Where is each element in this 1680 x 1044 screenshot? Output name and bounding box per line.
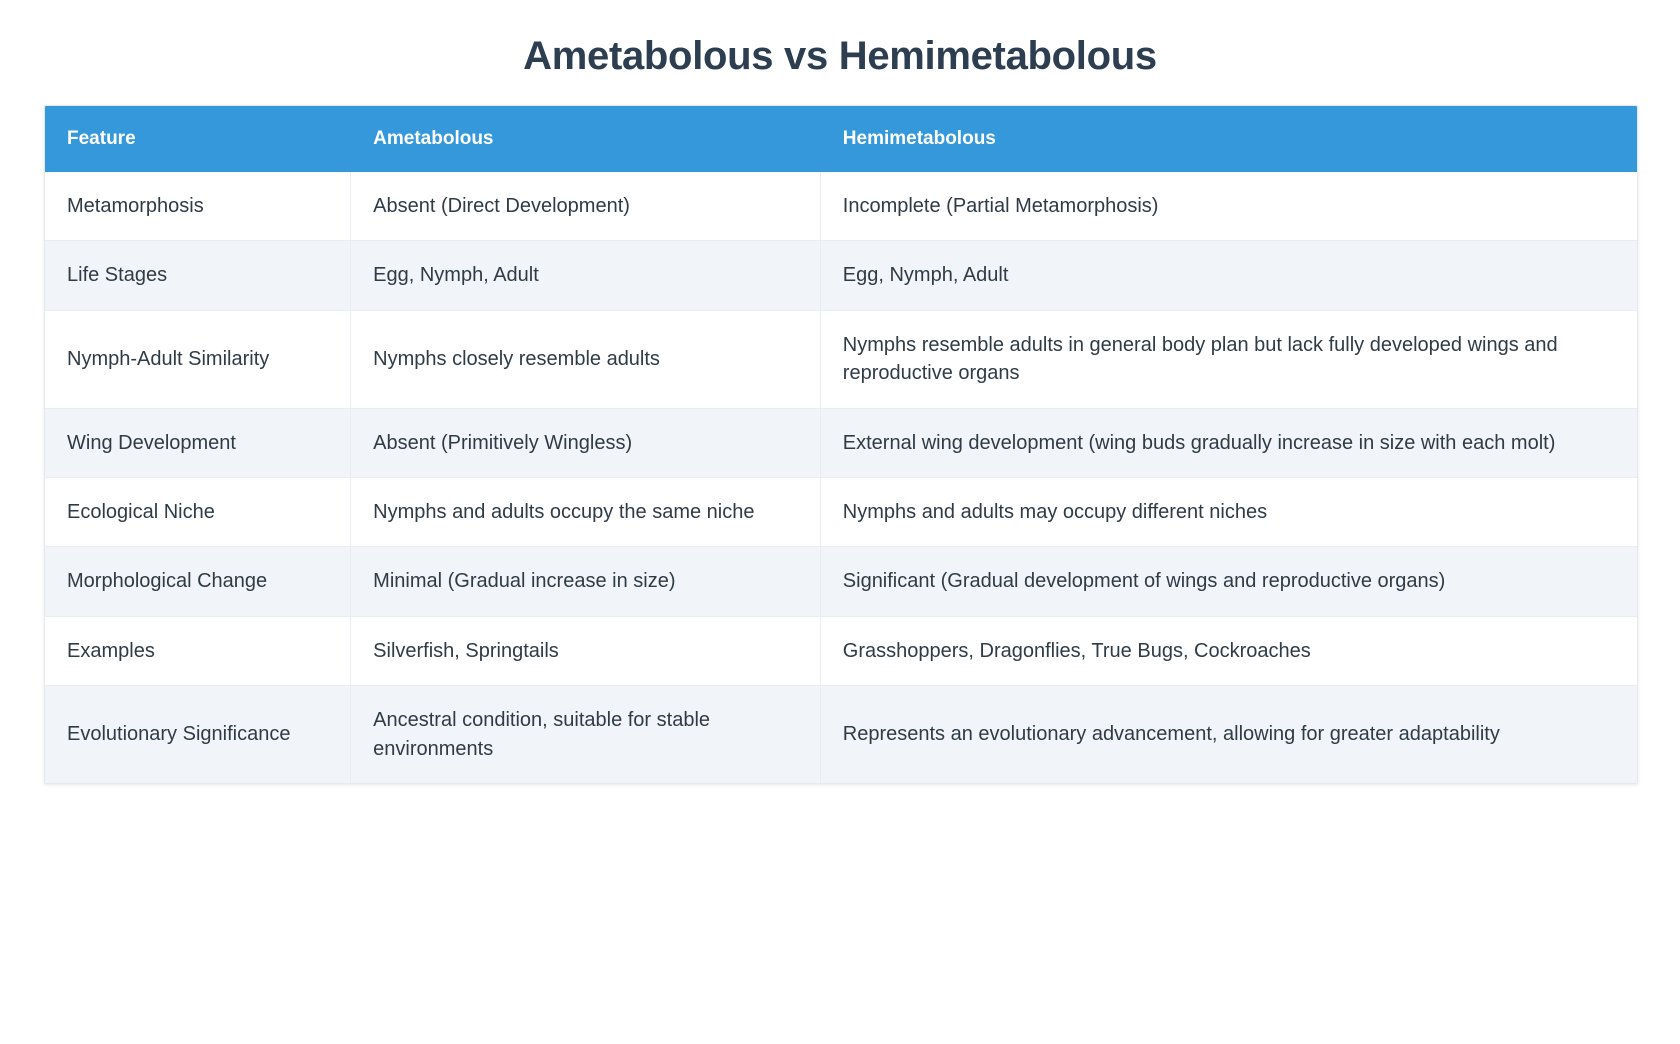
cell-feature: Metamorphosis — [45, 172, 351, 241]
comparison-table — [45, 106, 1637, 783]
table-row — [45, 241, 1637, 310]
cell-feature: Evolutionary Significance — [45, 686, 351, 783]
table-row — [45, 686, 1637, 783]
table-header — [45, 106, 1637, 172]
cell-ametabolous: Nymphs and adults occupy the same niche — [351, 477, 821, 546]
table-row — [45, 408, 1637, 477]
column-header-feature: Feature — [45, 106, 351, 172]
column-header-hemimetabolous: Hemimetabolous — [820, 106, 1637, 172]
cell-feature: Ecological Niche — [45, 477, 351, 546]
cell-ametabolous: Nymphs closely resemble adults — [351, 310, 821, 408]
comparison-table-wrapper — [44, 105, 1638, 784]
table-row — [45, 547, 1637, 616]
table-row — [45, 172, 1637, 241]
cell-hemimetabolous: External wing development (wing buds gradually increase in size with each molt) — [820, 408, 1637, 477]
table-row — [45, 477, 1637, 546]
cell-hemimetabolous: Grasshoppers, Dragonflies, True Bugs, Cockroaches — [820, 616, 1637, 685]
cell-hemimetabolous: Egg, Nymph, Adult — [820, 241, 1637, 310]
cell-feature: Life Stages — [45, 241, 351, 310]
cell-hemimetabolous: Nymphs and adults may occupy different niches — [820, 477, 1637, 546]
cell-ametabolous: Absent (Direct Development) — [351, 172, 821, 241]
cell-feature: Morphological Change — [45, 547, 351, 616]
table-header-row — [45, 106, 1637, 172]
cell-feature: Examples — [45, 616, 351, 685]
cell-ametabolous: Silverfish, Springtails — [351, 616, 821, 685]
cell-feature: Wing Development — [45, 408, 351, 477]
table-row — [45, 310, 1637, 408]
cell-hemimetabolous: Incomplete (Partial Metamorphosis) — [820, 172, 1637, 241]
cell-ametabolous: Absent (Primitively Wingless) — [351, 408, 821, 477]
cell-ametabolous: Minimal (Gradual increase in size) — [351, 547, 821, 616]
page-title: Ametabolous vs Hemimetabolous — [523, 34, 1157, 78]
cell-ametabolous: Ancestral condition, suitable for stable environments — [351, 686, 821, 783]
cell-hemimetabolous: Nymphs resemble adults in general body plan but lack fully developed wings and reproductive organs — [820, 310, 1637, 408]
table-row — [45, 616, 1637, 685]
cell-ametabolous: Egg, Nymph, Adult — [351, 241, 821, 310]
cell-feature: Nymph-Adult Similarity — [45, 310, 351, 408]
cell-hemimetabolous: Significant (Gradual development of wings and reproductive organs) — [820, 547, 1637, 616]
column-header-ametabolous: Ametabolous — [351, 106, 821, 172]
table-body — [45, 172, 1637, 783]
cell-hemimetabolous: Represents an evolutionary advancement, allowing for greater adaptability — [820, 686, 1637, 783]
